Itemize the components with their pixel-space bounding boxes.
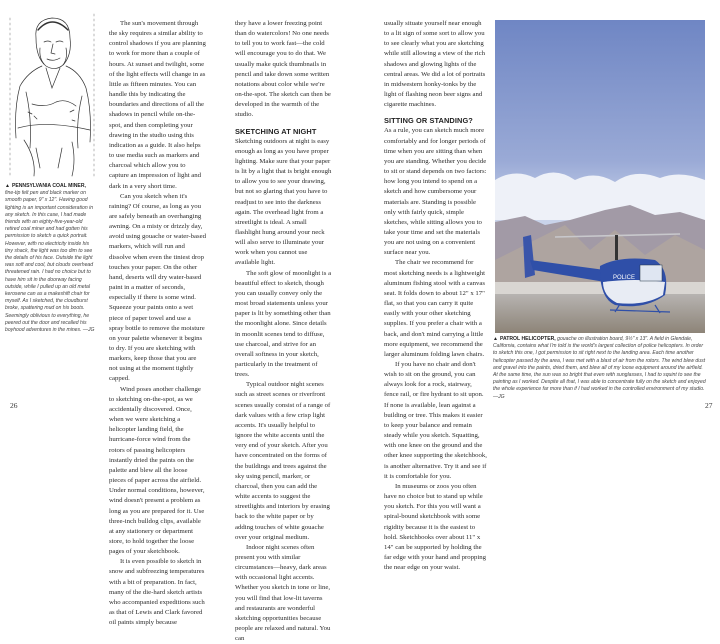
text-column-3 (384, 19, 488, 573)
paragraph: The chair we recommend for most sketching needs is a lightweight aluminum fishing stool with a canvas seat. It folds down to about 12" x 17" flat, so that you can carry it quite easily with your other sketching supplies. If you prefer a chair with a back, and don't mind carrying a little more equipment, we recommend the larger aluminum folding lawn chairs. (384, 259, 486, 358)
police-label: POLICE (613, 275, 636, 281)
paragraph: Indoor night scenes often present you with similar circumstances—heavy, dark areas with occasional light accents. Whether you sketch in tone or line, you will find that low-lit taverns and restaurants are wonderful sketching opportunities because people are relaxed and natural. You can (235, 543, 331, 643)
section-heading-sitting-or-standing: SITTING OR STANDING? (384, 116, 473, 126)
paragraph: they have a lower freezing point than do watercolors! No one needs to tell you to work fast—the cold will encourage you to do that. We usually make quick thumbnails in pencil and take down some written notations about color while we're on-the-spot. The sketch can then be developed in the warmth of the studio. (235, 20, 331, 119)
paragraph: Typical outdoor night scenes such as street scenes or riverfront scenes usually consist of a range of dark values with a few crisp light accents. It's usually helpful to ignore the white accents until the very end of your sketch. After you have concentrated on the forms of the buildings and trees against the sky using pencil, marker, or charcoal, then you can add the white accents to suggest the streetlights and interiors by erasing back to the white paper or by adding touches of white gouache over your original medium. (235, 381, 331, 541)
left-page (0, 0, 360, 643)
section-heading-sketching-at-night: SKETCHING AT NIGHT (235, 126, 317, 136)
text-column-2 (235, 19, 332, 644)
paragraph: Wind poses another challenge to sketching on-the-spot, as we accidentally discovered. Once, when we were sketching a helicopter landing field, the hurricane-force wind from the rotors of passing helicopters instantly dried the paints on the palette and blew all the loose pieces of paper across the airfield. Under normal conditions, however, wind doesn't present a problem as long as you are prepared for it. Use three-inch bulldog clips, available at any stationery or department store, to hold together the loose pages of your sketchbook. (109, 385, 205, 556)
paragraph: usually situate yourself near enough to a lit sign of some sort to allow you to see clearly what you are sketching while still allowing a view of the rich shadows and glowing lights of the central areas. We did a lot of portraits in midwestern honky-tonks by the light of flashing neon beer signs and cigarette machines. (384, 20, 486, 109)
right-page (360, 0, 720, 572)
paragraph: The soft glow of moonlight is a beautiful effect to sketch, though you can usually convey only the most broad statements unless your paper is lit by something other than the moonlight alone. Since details in moonlit scenes tend to diffuse, use charcoal, and strive for an overall softness in your sketch, particularly in the treatment of trees. (235, 269, 332, 379)
caption-triangle-icon: ▲ (493, 336, 498, 342)
page-number-left: 26 (10, 401, 18, 410)
paragraph: In museums or zoos you often have no choice but to stand up while you sketch. For this you will want a spiral-bound sketchbook with some rigidity because it is the easiest to hold. Sketchbooks over about 11" x 14" can be supported by holding the far edge with your hand and propping the near edge on your waist. (384, 482, 486, 572)
page-number-right: 27 (705, 401, 713, 410)
text-column-1 (109, 19, 206, 628)
paragraph: If you have no chair and don't wish to sit on the ground, you can always look for a rock, stairway, fence rail, or fire hydrant to sit upon. If none is available, lean against a building or tree. This makes it easier to keep your balance and remain steady while you sketch. Squatting, with one knee on the ground and the other knee supporting the sketchbook, is another alternative. Try it and see if it is comfortable for you. (384, 361, 487, 480)
paragraph: Sketching outdoors at night is easy enough as long as you have proper lighting. Make sure that your paper is lit by a light that is bright enough to allow you to see your drawing, but not so glaring that you have to readjust to see into the darkness again. The overhead light from a streetlight is ideal. A small flashlight hung around your neck will also serve to illuminate your work when you cannot use available light. (235, 137, 332, 267)
paragraph: As a rule, you can sketch much more comfortably and for longer periods of time when you are sitting than when you are standing. Whether you decide to sit or stand depends on two factors: how long you intend to spend on a sketch and how cumbersome your materials are. Standing is possible only with fairly quick, simple sketches, while sitting allows you to take your time and set the materials you are not using on a convenient surface near you. (384, 127, 487, 257)
helicopter-caption: ▲ PATROL HELICOPTER, gouache on illustration board, 9½" x 13". A field in Glendale, California, contains what I'm told is the world's largest collection of police helicopters. In order to sketch this one, I got permission to sit right next to the landing area. Each time another helicopter passed by the area, I was met with a blast of air from the rotors. The wind blew dust and gravel into the paints, dried them, and blew all of my loose equipment around the airfield. At the same time, the sun was so bright that even with sunglasses, I had to squint to see the painting as I worked. Despite all that, I was able to concentrate fully on the sketch and enjoyed the whole experience far more than if I had worked in the controlled environment of my studio. —JG (493, 336, 706, 400)
paragraph: Can you sketch when it's raining? Of course, as long as you are safely beneath an overhanging awning. On a misty or drizzly day, avoid using gouache or water-based markers, which will run and dissolve when even the tiniest drop touches your paper. On the other hand, deserts will dry water-based paint in a matter of seconds, especially if there is some wind. Squeeze your paints onto a wet piece of paper towel and use a spray bottle to remove the moisture on your palette whenever it begins to dry. If you are sketching with markers, keep those that you are not using at the moment tightly capped. (109, 192, 206, 383)
coal-miner-sketch (6, 8, 98, 180)
paragraph: It is even possible to sketch in snow and subfreezing temperatures with a bit of preparation. In fact, many of the die-hard sketch artists who accompanied expeditions such as that of Lewis and Clark favored oil paints simply because (109, 558, 205, 627)
patrol-helicopter-painting (495, 20, 705, 333)
caption-triangle-icon: ▲ (5, 183, 10, 189)
paragraph: The sun's movement through the sky requires a similar ability to control shadows if you are planning to work for more than a couple of hours. At sunset and twilight, some of the light effects will change in as little as fifteen minutes. You can handle this by indicating the boundaries and directions of all the shadows in pencil while on-the-spot, and then completing your drawing in the studio using this indication as a guide. It also helps to use media such as markers and charcoal which allow you to capture an impression of light and dark in a very short time. (109, 20, 206, 190)
coal-miner-caption: ▲ PENNSYLVANIA COAL MINER, fine-tip felt pen and black marker on smooth paper, 9" x 12". Having good lighting is an important consideration in any sketch. In this case, I had made friends with an eighty-five-year-old retired coal miner and had gotten his permission to sketch a quick portrait. However, with no electricity inside his tiny shack, the light was too dim to see the details of his face. Outside the light was soft and cool, but clouds overhead threatened rain. I had no choice but to have him sit in the doorway facing outside, while I pulled up an old metal kerosene can as a makeshift chair for myself. As I sketched, the cloudburst broke, spattering mud on his boots. Seemingly oblivious to everything, he peered out the door and recalled his boyhood adventures in the mines. —JG (5, 183, 95, 334)
